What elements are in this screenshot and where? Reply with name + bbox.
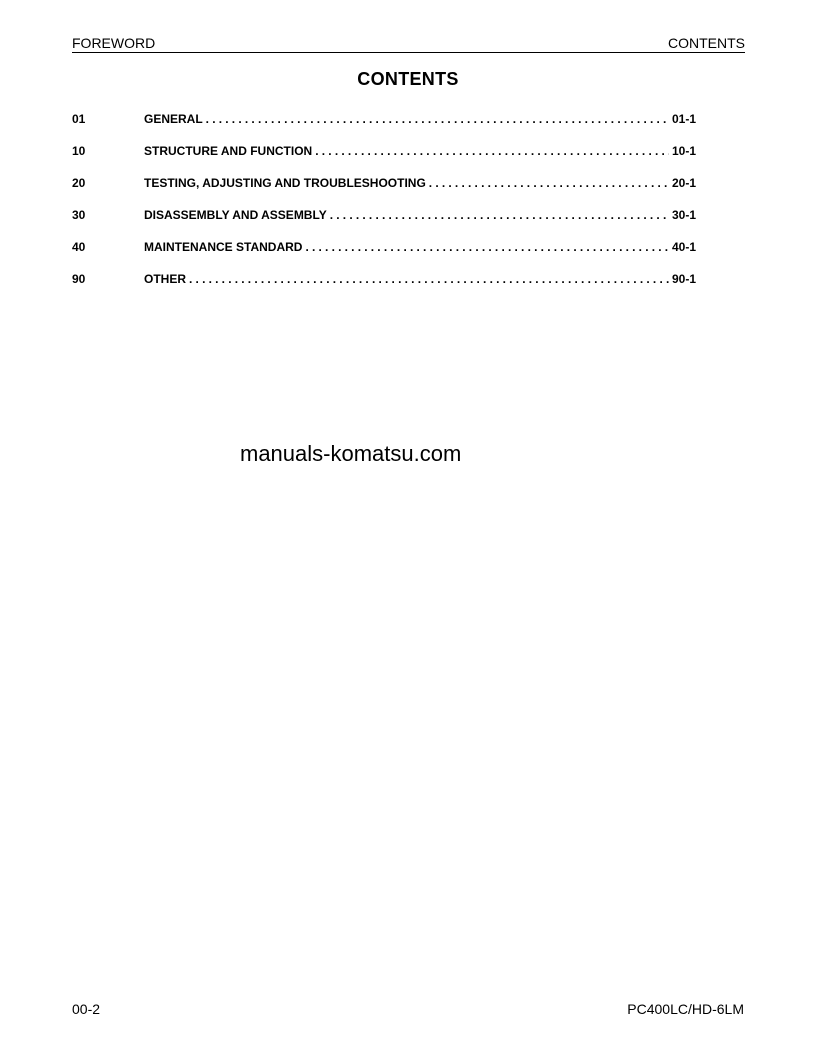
toc-entry-page: 30-1 bbox=[671, 208, 696, 222]
toc-entry-testing-adjusting[interactable] bbox=[72, 175, 696, 207]
toc-dot-leader bbox=[330, 207, 669, 223]
toc-entry-number: 90 bbox=[72, 272, 86, 286]
toc-entry-maintenance-standard[interactable] bbox=[72, 239, 696, 271]
toc-entry-number: 01 bbox=[72, 112, 86, 126]
toc-entry-label: GENERAL bbox=[144, 112, 203, 126]
footer-page-number: 00-2 bbox=[72, 1001, 101, 1017]
toc-entry-page: 20-1 bbox=[671, 176, 696, 190]
toc-dot-leader bbox=[315, 143, 669, 159]
toc-dot-leader bbox=[305, 239, 669, 255]
toc-entry-number: 40 bbox=[72, 240, 86, 254]
toc-dot-leader bbox=[189, 271, 669, 287]
watermark-text: manuals-komatsu.com bbox=[240, 441, 462, 466]
toc-entry-page: 10-1 bbox=[671, 144, 696, 158]
toc-entry-label: OTHER bbox=[144, 272, 186, 286]
table-of-contents bbox=[72, 111, 696, 303]
header-section-label: FOREWORD bbox=[72, 35, 156, 51]
toc-entry-structure-and-function[interactable] bbox=[72, 143, 696, 175]
header-chapter-label: CONTENTS bbox=[668, 35, 745, 51]
toc-entry-label: TESTING, ADJUSTING AND TROUBLESHOOTING bbox=[144, 176, 426, 190]
toc-entry-page: 90-1 bbox=[671, 272, 696, 286]
toc-entry-general[interactable] bbox=[72, 111, 696, 143]
toc-entry-number: 10 bbox=[72, 144, 86, 158]
toc-entry-label: STRUCTURE AND FUNCTION bbox=[144, 144, 313, 158]
toc-dot-leader bbox=[206, 111, 669, 127]
toc-entry-page: 01-1 bbox=[671, 112, 696, 126]
toc-entry-other[interactable] bbox=[72, 271, 696, 303]
page-header bbox=[72, 34, 745, 53]
toc-entry-label: DISASSEMBLY AND ASSEMBLY bbox=[144, 208, 327, 222]
toc-dot-leader bbox=[429, 175, 669, 191]
toc-entry-number: 20 bbox=[72, 176, 86, 190]
footer-model-name: PC400LC/HD-6LM bbox=[627, 1001, 744, 1017]
toc-entry-disassembly-and-assembly[interactable] bbox=[72, 207, 696, 239]
toc-entry-page: 40-1 bbox=[671, 240, 696, 254]
toc-entry-number: 30 bbox=[72, 208, 86, 222]
page-title: CONTENTS bbox=[357, 69, 459, 89]
toc-entry-label: MAINTENANCE STANDARD bbox=[144, 240, 303, 254]
